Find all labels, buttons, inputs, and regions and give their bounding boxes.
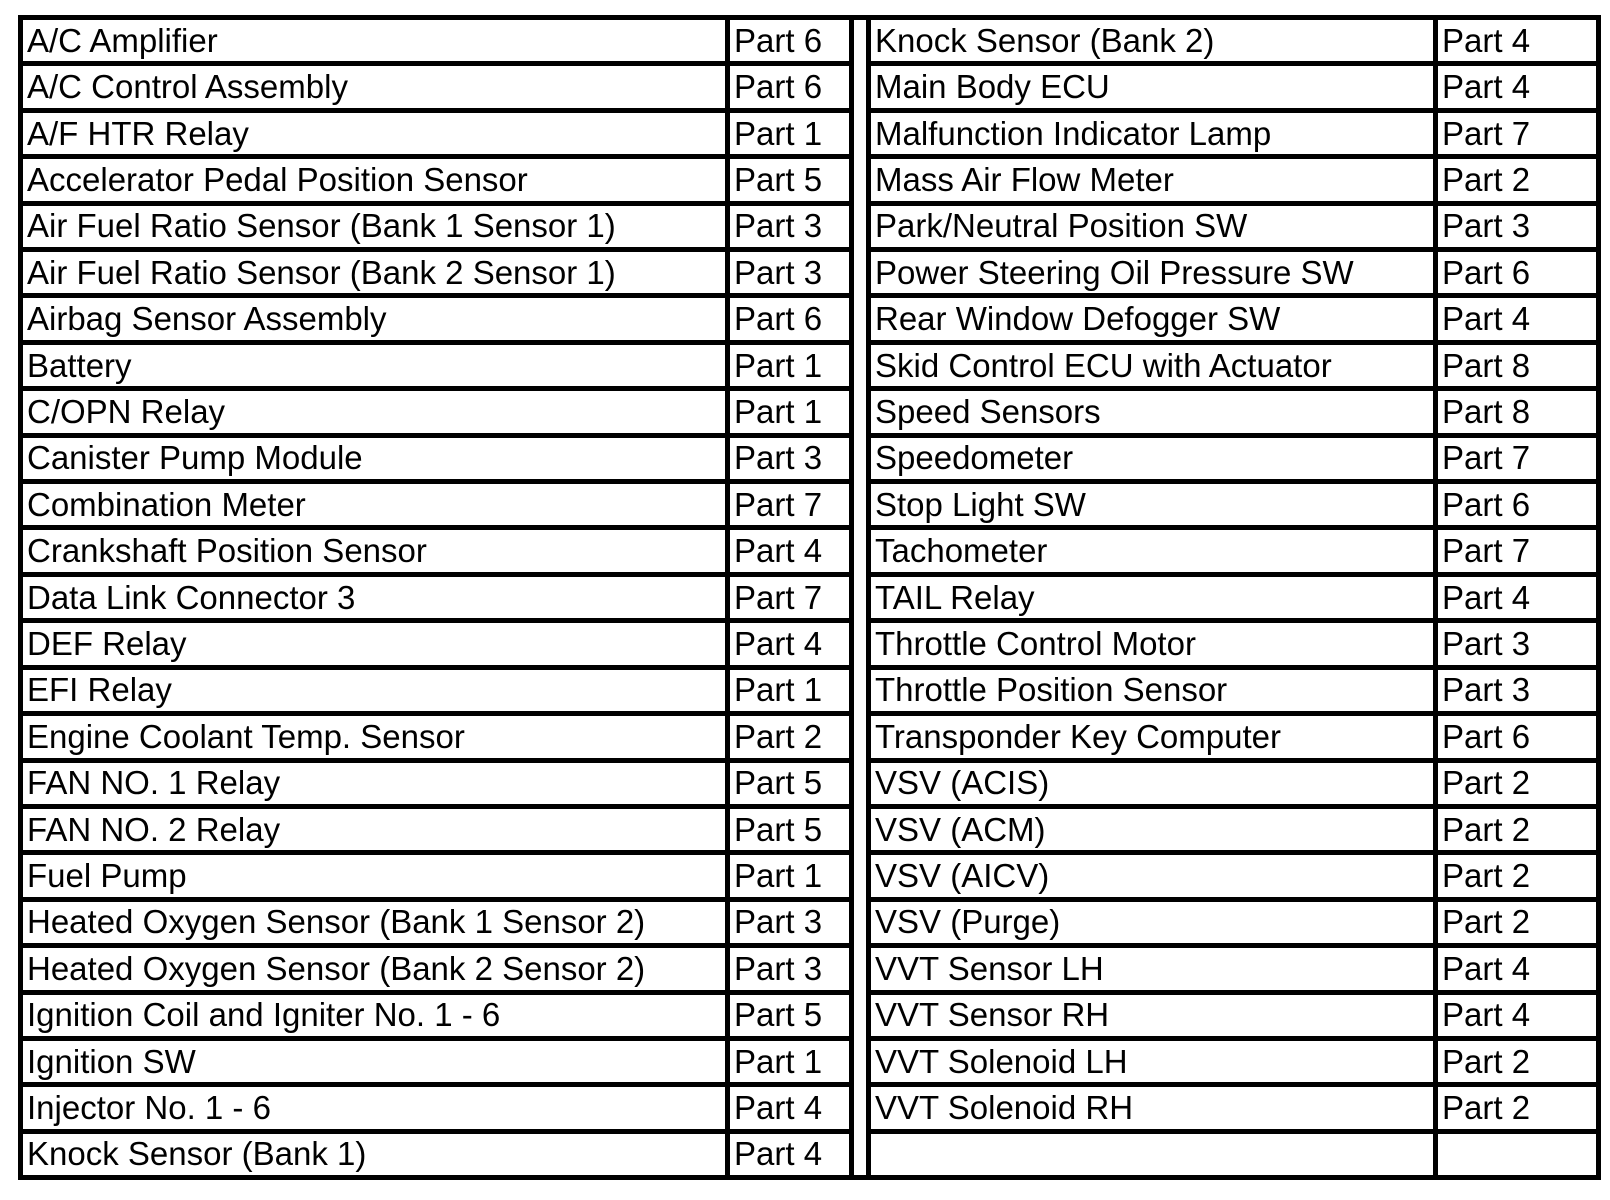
part-reference: Part 1 [734, 671, 823, 709]
component-name: VSV (AICV) [871, 855, 1438, 896]
table-row [23, 855, 849, 901]
table-row [871, 298, 1596, 344]
part-reference: Part 1 [734, 1042, 823, 1080]
part-reference: Part 5 [734, 810, 823, 848]
part-reference: Part 3 [734, 439, 823, 477]
part-reference: Part 4 [734, 532, 823, 570]
component-name: Air Fuel Ratio Sensor (Bank 2 Sensor 1) [23, 252, 730, 293]
component-name: VSV (ACIS) [871, 763, 1438, 804]
part-reference: Part 7 [1442, 114, 1531, 152]
part-reference: Part 3 [1442, 207, 1531, 245]
table-row [871, 902, 1596, 948]
table-row [23, 206, 849, 252]
part-reference: Part 6 [1442, 485, 1531, 523]
table-row [23, 484, 849, 530]
component-name: Throttle Position Sensor [871, 670, 1438, 711]
component-name: Knock Sensor (Bank 2) [871, 20, 1438, 61]
table-row [23, 902, 849, 948]
component-name: VVT Sensor RH [871, 995, 1438, 1036]
table-row [23, 66, 849, 112]
part-reference: Part 6 [734, 68, 823, 106]
component-name: Data Link Connector 3 [23, 577, 730, 618]
table-row [23, 1134, 849, 1175]
part-reference: Part 6 [734, 300, 823, 338]
component-name: Engine Coolant Temp. Sensor [23, 716, 730, 757]
part-reference: Part 1 [734, 114, 823, 152]
component-name: FAN NO. 1 Relay [23, 763, 730, 804]
part-reference: Part 2 [734, 717, 823, 755]
table-row-empty [871, 1134, 1596, 1175]
table-row [23, 809, 849, 855]
component-name: Ignition SW [23, 1041, 730, 1082]
component-name: Speedometer [871, 438, 1438, 479]
component-name: Injector No. 1 - 6 [23, 1087, 730, 1128]
table-row [871, 1041, 1596, 1087]
component-index-table [18, 15, 1601, 1180]
part-reference: Part 5 [734, 764, 823, 802]
component-name: DEF Relay [23, 623, 730, 664]
table-row [23, 391, 849, 437]
component-name: Rear Window Defogger SW [871, 298, 1438, 339]
component-name: Park/Neutral Position SW [871, 206, 1438, 247]
component-name: Canister Pump Module [23, 438, 730, 479]
part-reference: Part 1 [734, 857, 823, 895]
part-reference: Part 1 [734, 392, 823, 430]
component-name [871, 1134, 1438, 1175]
component-name: A/C Control Assembly [23, 66, 730, 107]
table-row [871, 438, 1596, 484]
part-reference: Part 6 [734, 21, 823, 59]
part-reference: Part 5 [734, 160, 823, 198]
table-row [23, 530, 849, 576]
table-row [871, 391, 1596, 437]
component-name: VVT Solenoid RH [871, 1087, 1438, 1128]
table-row [23, 623, 849, 669]
table-row [23, 716, 849, 762]
part-reference: Part 7 [734, 485, 823, 523]
table-row [23, 20, 849, 66]
component-name: Tachometer [871, 530, 1438, 571]
table-row [871, 995, 1596, 1041]
part-reference: Part 2 [1442, 810, 1531, 848]
component-name: Crankshaft Position Sensor [23, 530, 730, 571]
component-name: Main Body ECU [871, 66, 1438, 107]
part-reference: Part 4 [734, 1135, 823, 1173]
component-name: Fuel Pump [23, 855, 730, 896]
table-row [23, 670, 849, 716]
component-name: TAIL Relay [871, 577, 1438, 618]
component-name: Malfunction Indicator Lamp [871, 113, 1438, 154]
component-name: Combination Meter [23, 484, 730, 525]
table-row [23, 948, 849, 994]
table-row [871, 159, 1596, 205]
part-reference [1438, 1134, 1596, 1175]
table-row [871, 670, 1596, 716]
part-reference: Part 1 [734, 346, 823, 384]
component-name: A/C Amplifier [23, 20, 730, 61]
component-name: FAN NO. 2 Relay [23, 809, 730, 850]
table-row [23, 345, 849, 391]
table-row [871, 252, 1596, 298]
component-name: C/OPN Relay [23, 391, 730, 432]
part-reference: Part 4 [1442, 68, 1531, 106]
part-reference: Part 3 [734, 949, 823, 987]
table-row [23, 298, 849, 344]
part-reference: Part 3 [734, 207, 823, 245]
part-reference: Part 3 [734, 903, 823, 941]
part-reference: Part 2 [1442, 160, 1531, 198]
part-reference: Part 4 [734, 624, 823, 662]
table-row [23, 577, 849, 623]
table-row [23, 113, 849, 159]
component-name: EFI Relay [23, 670, 730, 711]
component-name: VSV (ACM) [871, 809, 1438, 850]
component-name: Accelerator Pedal Position Sensor [23, 159, 730, 200]
table-row [871, 577, 1596, 623]
table-row [871, 809, 1596, 855]
part-reference: Part 8 [1442, 346, 1531, 384]
component-name: Mass Air Flow Meter [871, 159, 1438, 200]
table-row [23, 438, 849, 484]
table-row [871, 1087, 1596, 1133]
table-row [871, 345, 1596, 391]
part-reference: Part 2 [1442, 764, 1531, 802]
part-reference: Part 2 [1442, 1042, 1531, 1080]
part-reference: Part 2 [1442, 1089, 1531, 1127]
table-row [23, 1087, 849, 1133]
component-name: Knock Sensor (Bank 1) [23, 1134, 730, 1175]
component-name: A/F HTR Relay [23, 113, 730, 154]
part-reference: Part 6 [1442, 717, 1531, 755]
component-name: Battery [23, 345, 730, 386]
table-row [871, 113, 1596, 159]
part-reference: Part 7 [1442, 532, 1531, 570]
table-row [23, 252, 849, 298]
part-reference: Part 4 [1442, 949, 1531, 987]
part-reference: Part 8 [1442, 392, 1531, 430]
table-row [871, 20, 1596, 66]
table-row [871, 716, 1596, 762]
component-name: Power Steering Oil Pressure SW [871, 252, 1438, 293]
part-reference: Part 3 [734, 253, 823, 291]
left-column [23, 20, 849, 1175]
component-name: VVT Sensor LH [871, 948, 1438, 989]
table-row [871, 206, 1596, 252]
component-name: Airbag Sensor Assembly [23, 298, 730, 339]
table-row [871, 484, 1596, 530]
part-reference: Part 4 [1442, 996, 1531, 1034]
table-row [23, 159, 849, 205]
table-row [23, 763, 849, 809]
part-reference: Part 4 [734, 1089, 823, 1127]
part-reference: Part 7 [734, 578, 823, 616]
part-reference: Part 7 [1442, 439, 1531, 477]
table-row [871, 948, 1596, 994]
component-name: VSV (Purge) [871, 902, 1438, 943]
part-reference: Part 2 [1442, 903, 1531, 941]
part-reference: Part 4 [1442, 21, 1531, 59]
part-reference: Part 3 [1442, 671, 1531, 709]
component-name: Transponder Key Computer [871, 716, 1438, 757]
table-row [23, 995, 849, 1041]
component-name: Speed Sensors [871, 391, 1438, 432]
column-divider [849, 20, 871, 1175]
component-name: Skid Control ECU with Actuator [871, 345, 1438, 386]
table-row [871, 66, 1596, 112]
part-reference: Part 4 [1442, 578, 1531, 616]
component-name: Air Fuel Ratio Sensor (Bank 1 Sensor 1) [23, 206, 730, 247]
component-name: Stop Light SW [871, 484, 1438, 525]
component-name: VVT Solenoid LH [871, 1041, 1438, 1082]
component-name: Heated Oxygen Sensor (Bank 1 Sensor 2) [23, 902, 730, 943]
component-name: Ignition Coil and Igniter No. 1 - 6 [23, 995, 730, 1036]
component-name: Throttle Control Motor [871, 623, 1438, 664]
part-reference: Part 2 [1442, 857, 1531, 895]
table-row [871, 623, 1596, 669]
component-name: Heated Oxygen Sensor (Bank 2 Sensor 2) [23, 948, 730, 989]
table-row [23, 1041, 849, 1087]
right-column [871, 20, 1596, 1175]
table-row [871, 855, 1596, 901]
table-row [871, 530, 1596, 576]
part-reference: Part 5 [734, 996, 823, 1034]
part-reference: Part 4 [1442, 300, 1531, 338]
part-reference: Part 6 [1442, 253, 1531, 291]
part-reference: Part 3 [1442, 624, 1531, 662]
table-row [871, 763, 1596, 809]
